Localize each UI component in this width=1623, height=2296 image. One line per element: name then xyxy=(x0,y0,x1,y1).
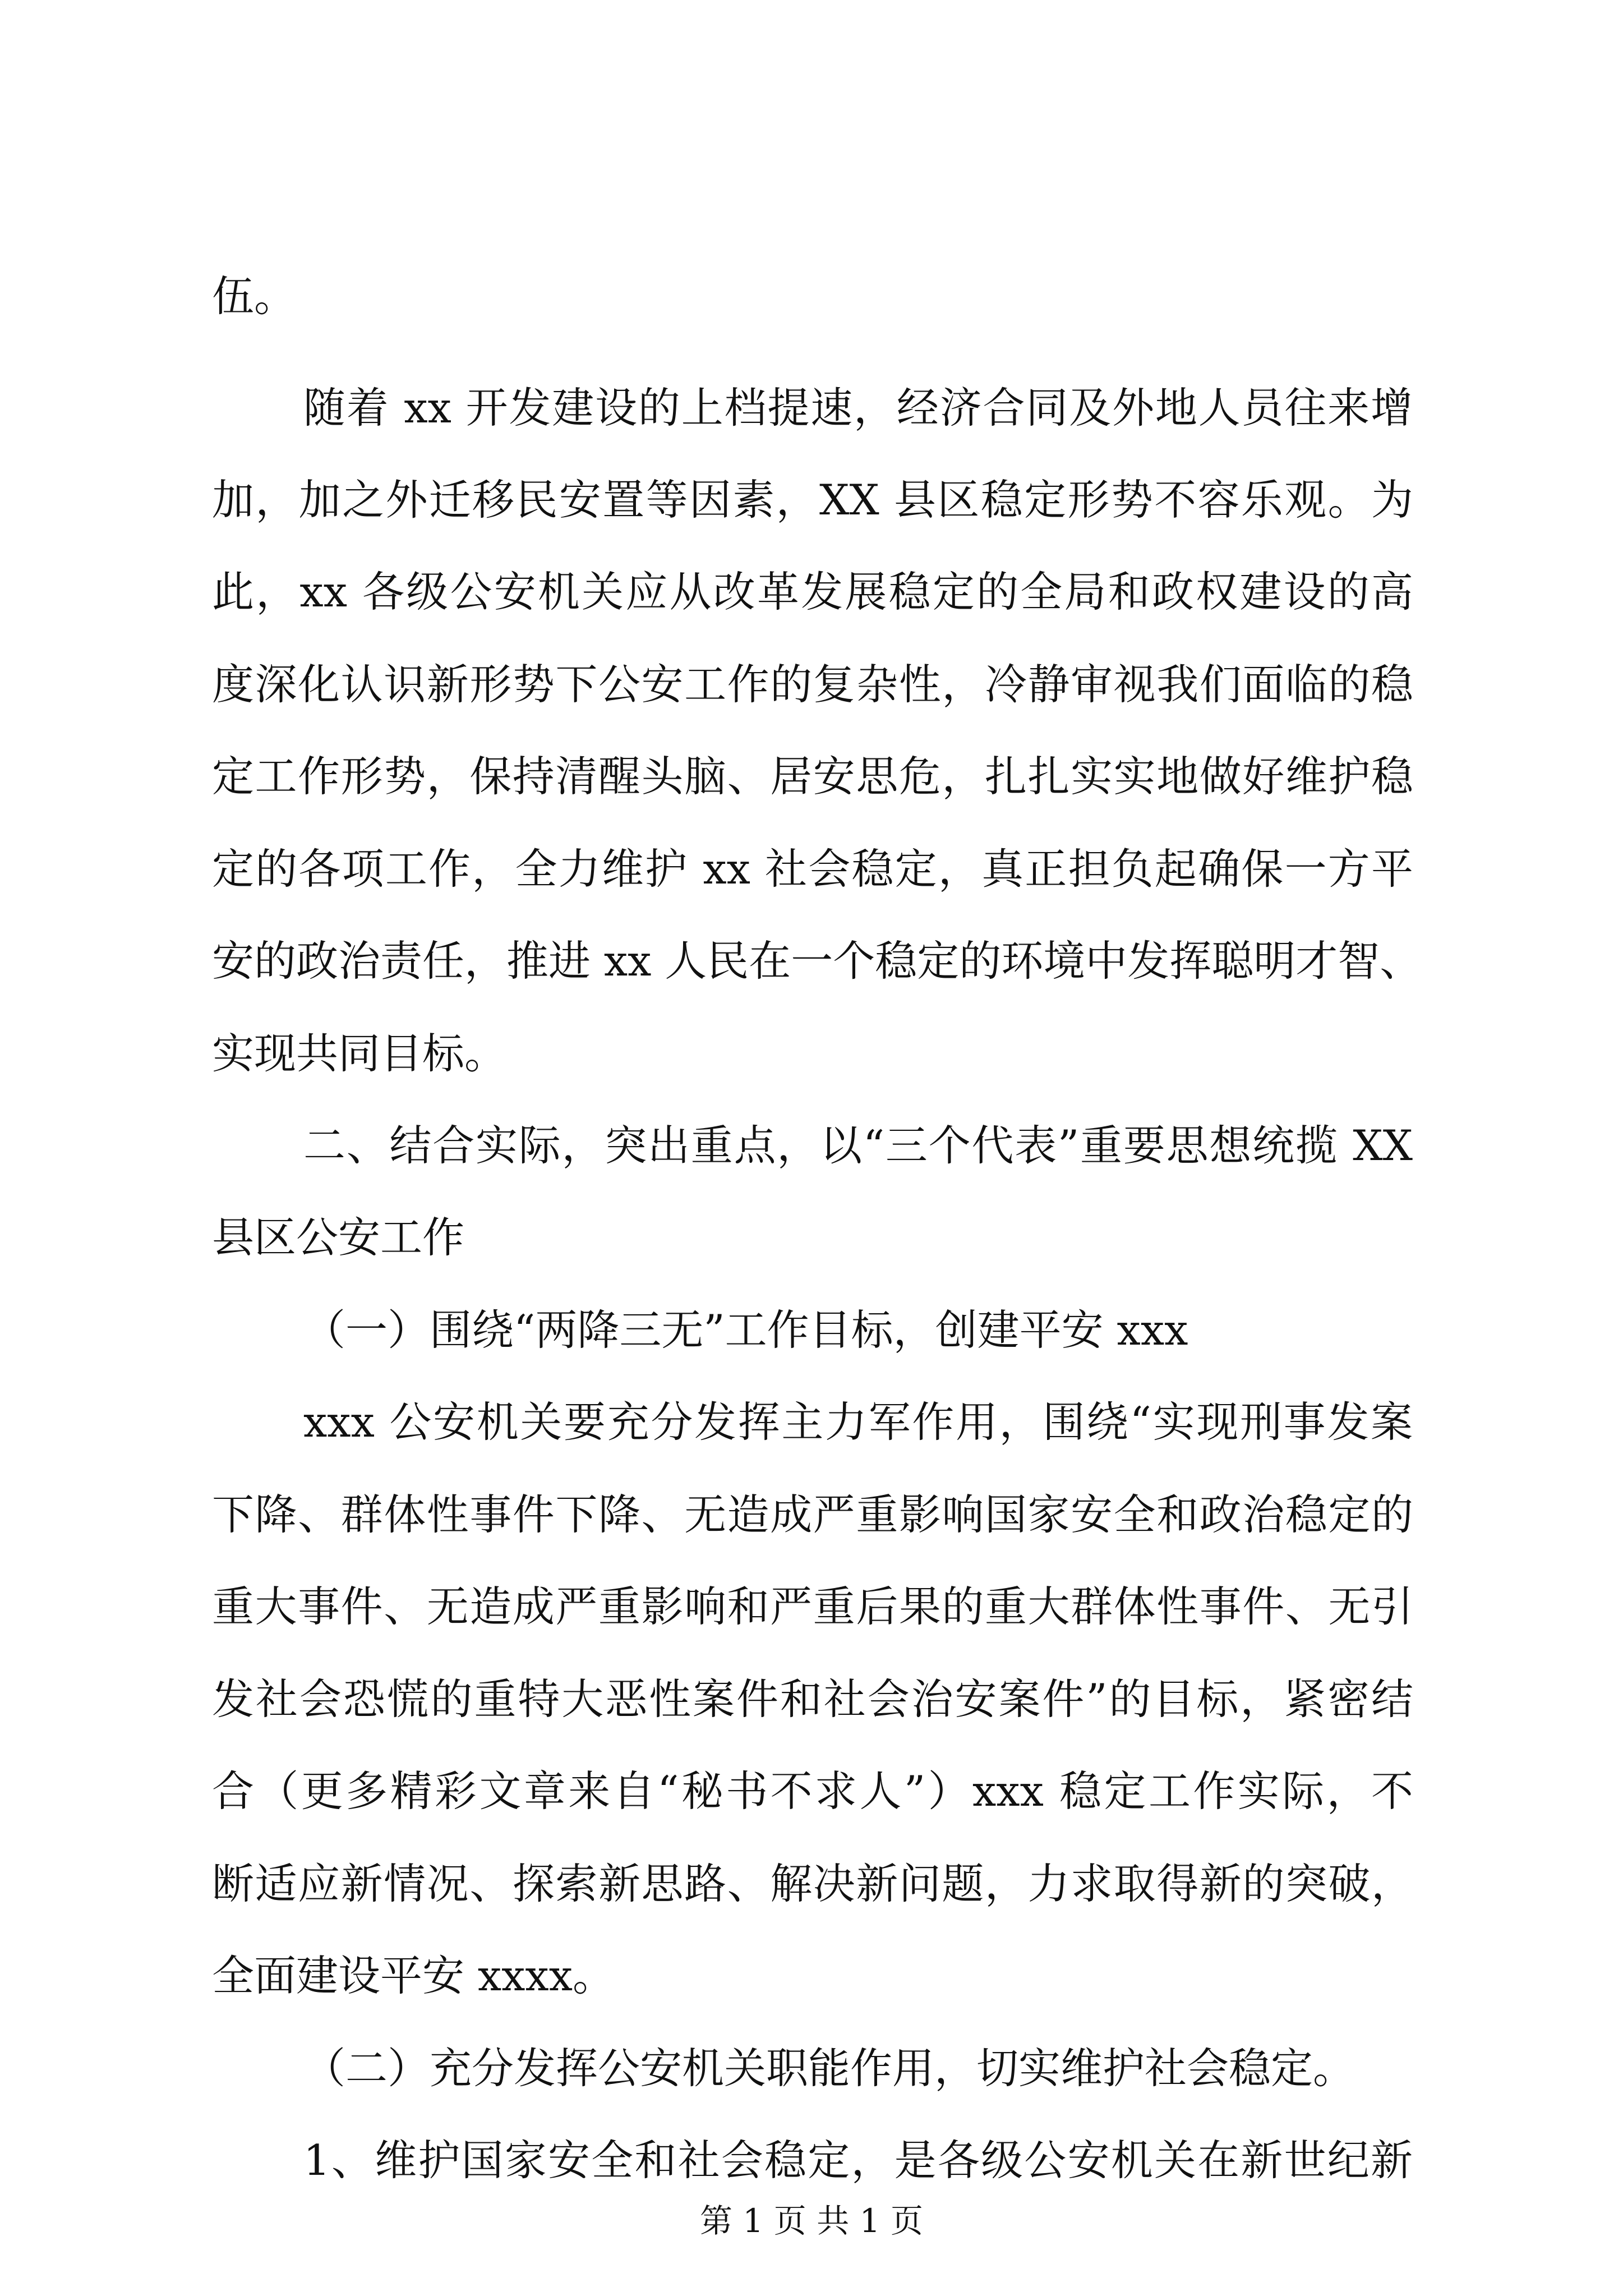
section-heading: 二、结合实际，突出重点，以“三个代表”重要思想统揽 XX xyxy=(303,1121,1413,1170)
text-line: 合（更多精彩文章来自“秘书不求人”）xxx 稳定工作实际，不 xyxy=(212,1766,1413,1816)
text-line: 发社会恐慌的重特大恶性案件和社会治安案件”的目标，紧密结 xyxy=(212,1674,1413,1724)
text-line: 度深化认识新形势下公安工作的复杂性，冷静审视我们面临的稳 xyxy=(212,660,1413,709)
section-heading: 县区公安工作 xyxy=(212,1213,465,1262)
text-line: 定的各项工作，全力维护 xx 社会稳定，真正担负起确保一方平 xyxy=(212,844,1413,894)
text-line: 下降、群体性事件下降、无造成严重影响国家安全和政治稳定的 xyxy=(212,1490,1413,1539)
text-line: 安的政治责任，推进 xx 人民在一个稳定的环境中发挥聪明才智、 xyxy=(212,936,1422,986)
text-line: 定工作形势，保持清醒头脑、居安思危，扎扎实实地做好维护稳 xyxy=(212,752,1413,801)
page-footer: 第 1 页 共 1 页 xyxy=(700,2202,923,2240)
subsection-heading: （二）充分发挥公安机关职能作用，切实维护社会稳定。 xyxy=(303,2044,1355,2093)
text-line: 实现共同目标。 xyxy=(212,1029,507,1078)
text-line: 断适应新情况、探索新思路、解决新问题，力求取得新的突破， xyxy=(212,1859,1413,1908)
text-line: 此，xx 各级公安机关应从改革发展稳定的全局和政权建设的高 xyxy=(212,567,1413,616)
text-line: 随着 xx 开发建设的上档提速，经济合同及外地人员往来增 xyxy=(303,383,1413,432)
text-line: 伍。 xyxy=(212,272,297,321)
subsection-heading: （一）围绕“两降三无”工作目标，创建平安 xxx xyxy=(303,1305,1188,1355)
text-line: xxx 公安机关要充分发挥主力军作用，围绕“实现刑事发案 xyxy=(303,1397,1413,1447)
text-line: 重大事件、无造成严重影响和严重后果的重大群体性事件、无引 xyxy=(212,1582,1413,1631)
text-line: 加，加之外迁移民安置等因素，XX 县区稳定形势不容乐观。为 xyxy=(212,475,1413,524)
text-line: 全面建设平安 xxxx。 xyxy=(212,1951,615,2000)
text-line: 1、维护国家安全和社会稳定，是各级公安机关在新世纪新 xyxy=(303,2136,1413,2185)
